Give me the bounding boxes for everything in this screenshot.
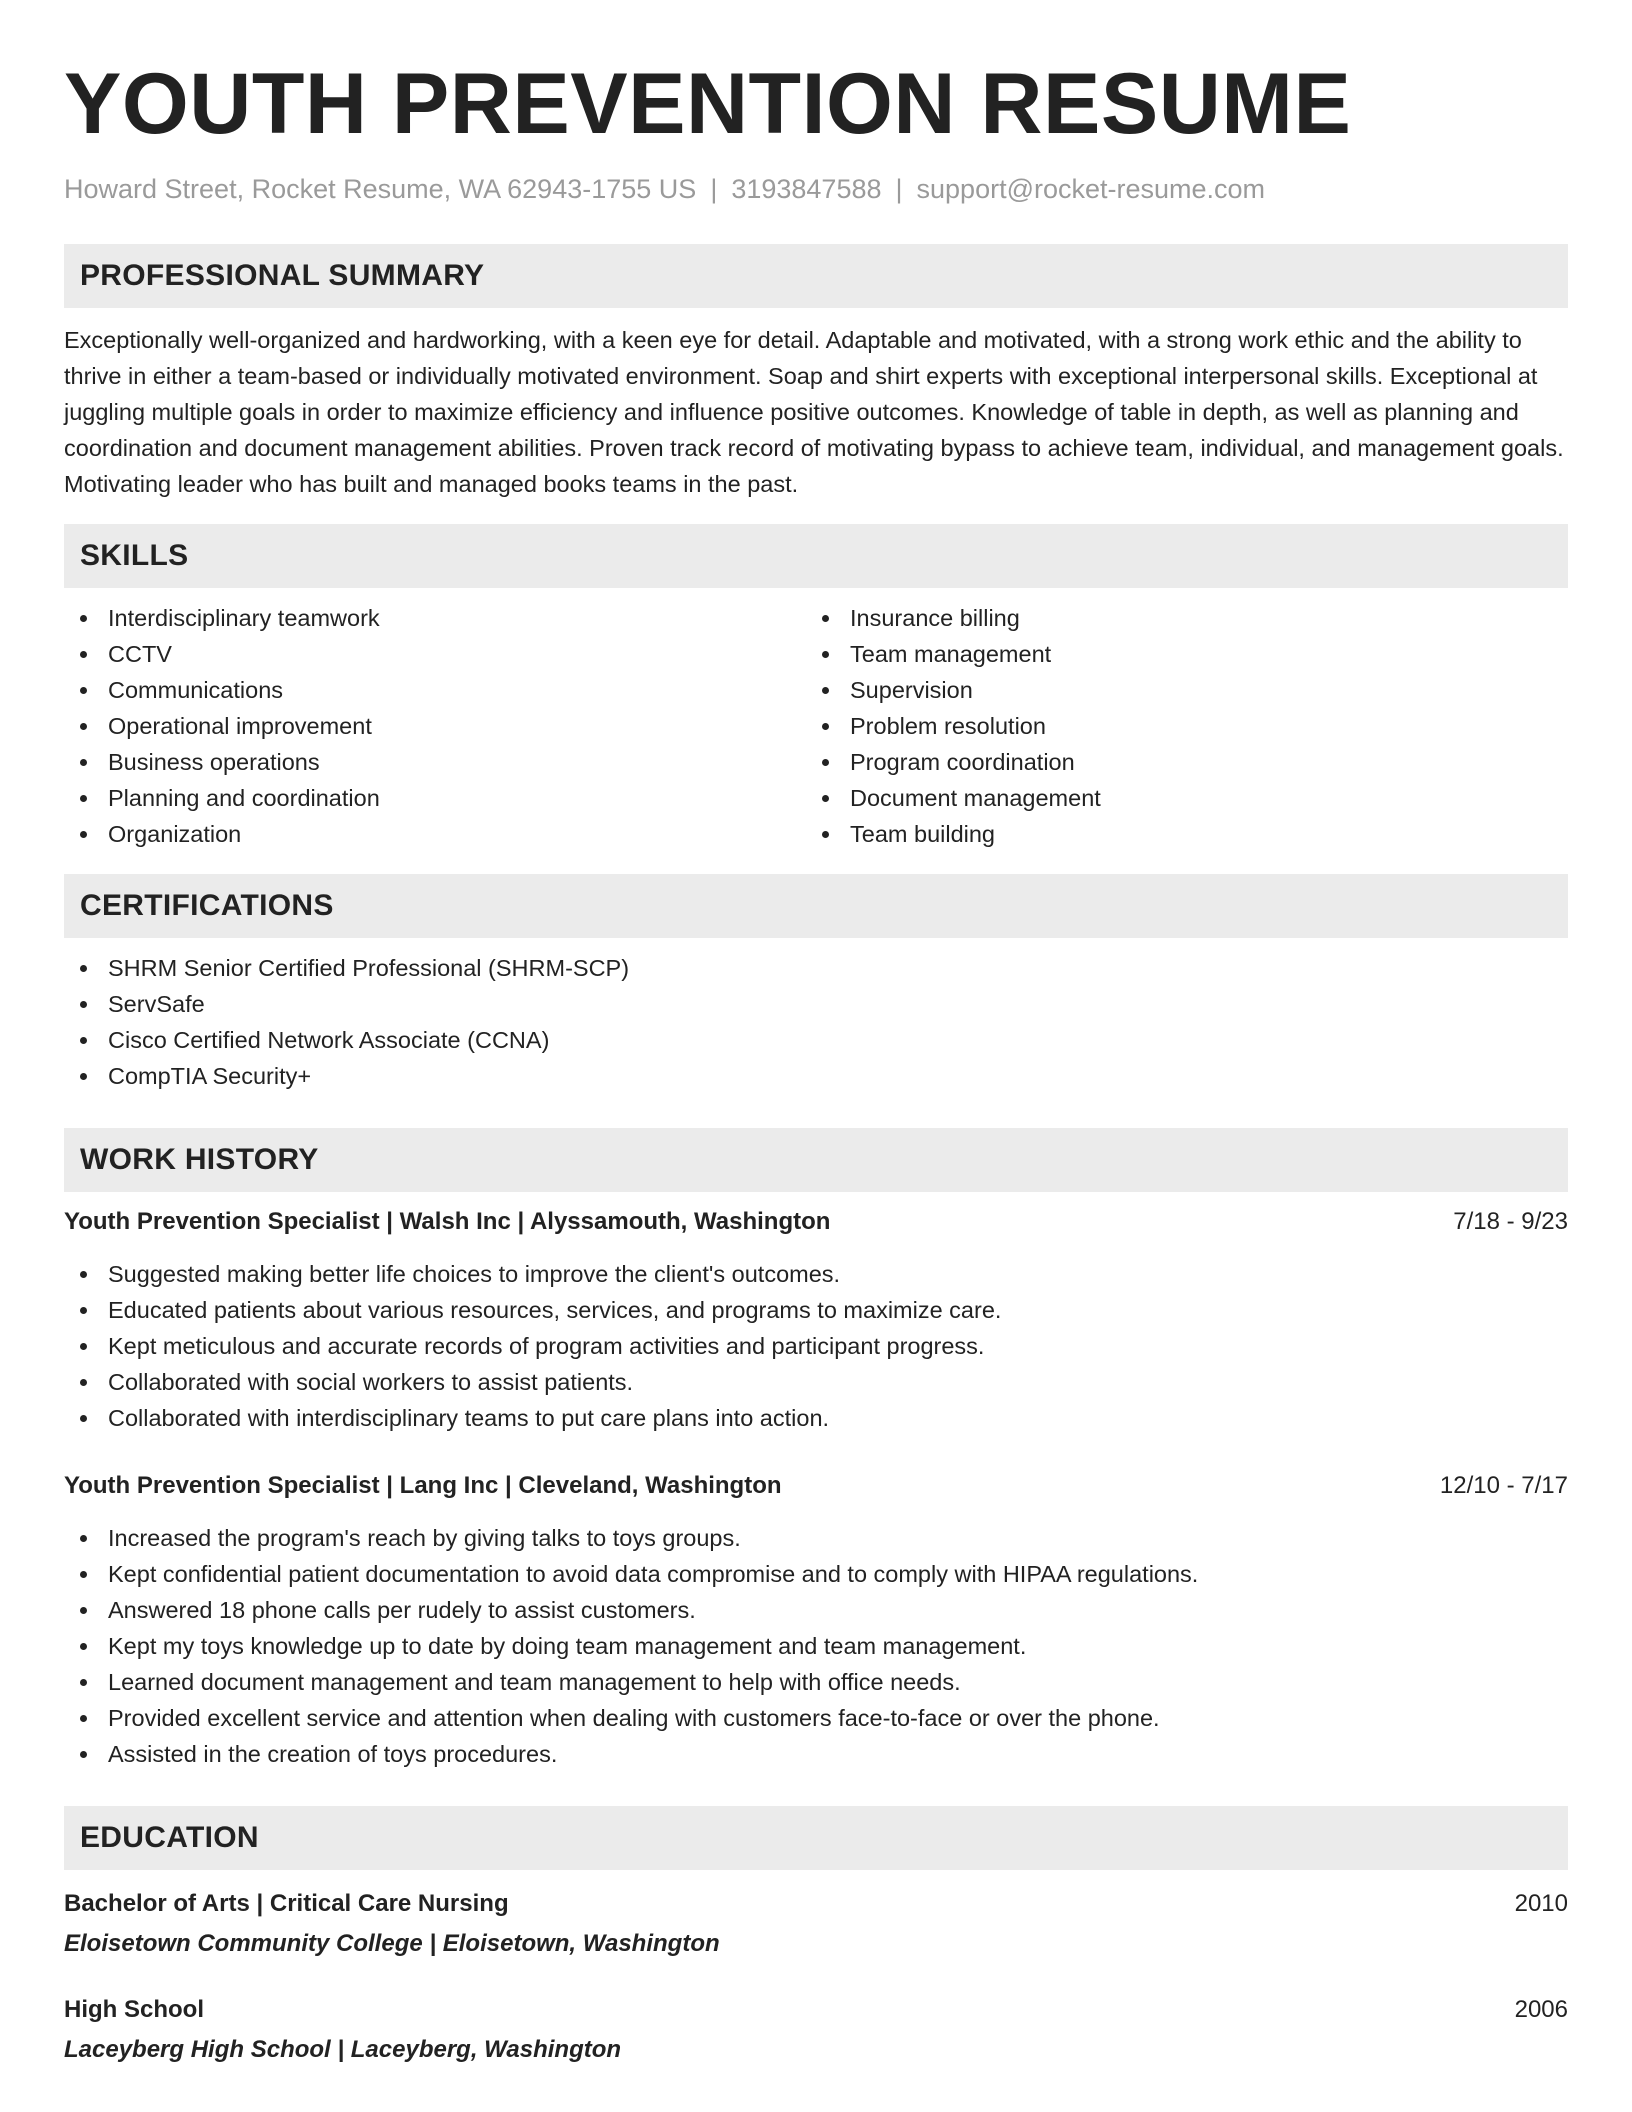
summary-text: Exceptionally well-organized and hardworking, with a keen eye for detail. Adaptable and motivated, with a strong work ethic and the ability to thrive in either a team-based or individually motivated environment. Soap and shirt experts with exceptional interpersonal skills. Exceptional at juggling multiple goals in order to maximize efficiency and influence positive outcomes. Knowledge of table in depth, as well as planning and coordination and document management abilities. Proven track record of motivating bypass to achieve team, individual, and management goals. Motivating leader who has built and managed books teams in the past.: [64, 327, 1564, 497]
section-title-work: WORK HISTORY: [80, 1143, 319, 1176]
section-header-education: [64, 1806, 1568, 1870]
job-duty-item: Suggested making better life choices to improve the client's outcomes.: [64, 1256, 1568, 1292]
education-entry: [64, 1992, 1568, 2068]
certifications-list: [64, 950, 1568, 1094]
skill-item: Document management: [806, 780, 1548, 816]
job-heading-row: [64, 1468, 1568, 1504]
education-heading-row: [64, 1992, 1568, 2028]
section-title-skills: SKILLS: [80, 539, 189, 572]
job-dates: 12/10 - 7/17: [1439, 1472, 1568, 1499]
job-entry: [64, 1468, 1568, 1772]
contact-separator: |: [710, 174, 718, 204]
job-duty-item: Kept my toys knowledge up to date by doing team management and team management.: [64, 1628, 1568, 1664]
job-dates: 7/18 - 9/23: [1453, 1208, 1568, 1235]
skill-item: Program coordination: [806, 744, 1548, 780]
skills-list-left: [64, 600, 806, 852]
education-institution: Eloisetown Community College | Eloisetown, Washington: [64, 1930, 720, 1957]
contact-email: support@rocket-resume.com: [916, 174, 1266, 204]
skill-item: Team building: [806, 816, 1548, 852]
contact-line: [64, 172, 1568, 206]
education-year: 2010: [1514, 1890, 1568, 1917]
section-header-skills: [64, 524, 1568, 588]
job-duty-item: Collaborated with social workers to assist patients.: [64, 1364, 1568, 1400]
section-title-summary: PROFESSIONAL SUMMARY: [80, 259, 485, 292]
job-duty-item: Provided excellent service and attention when dealing with customers face-to-face or over the phone.: [64, 1700, 1568, 1736]
skill-item: Problem resolution: [806, 708, 1548, 744]
section-header-certifications: [64, 874, 1568, 938]
job-duty-item: Assisted in the creation of toys procedures.: [64, 1736, 1568, 1772]
skill-item: CCTV: [64, 636, 806, 672]
job-duty-item: Kept meticulous and accurate records of program activities and participant progress.: [64, 1328, 1568, 1364]
education-year: 2006: [1514, 1996, 1568, 2023]
skill-item: Communications: [64, 672, 806, 708]
education-degree: Bachelor of Arts | Critical Care Nursing: [64, 1890, 509, 1917]
contact-separator: |: [895, 174, 903, 204]
education-institution: Laceyberg High School | Laceyberg, Washington: [64, 2036, 622, 2063]
skills-list-right: [806, 600, 1548, 852]
education-entry: [64, 1886, 1568, 1962]
section-header-summary: [64, 244, 1568, 308]
resume-title: YOUTH PREVENTION RESUME: [64, 56, 1352, 152]
skill-item: Operational improvement: [64, 708, 806, 744]
job-title: Youth Prevention Specialist | Walsh Inc | Alyssamouth, Washington: [64, 1208, 831, 1235]
certification-item: Cisco Certified Network Associate (CCNA): [64, 1022, 1568, 1058]
skill-item: Team management: [806, 636, 1548, 672]
contact-address: Howard Street, Rocket Resume, WA 62943-1755 US: [64, 174, 697, 204]
certification-item: CompTIA Security+: [64, 1058, 1568, 1094]
skills-grid: [64, 600, 1568, 852]
job-duty-item: Learned document management and team management to help with office needs.: [64, 1664, 1568, 1700]
job-heading-row: [64, 1204, 1568, 1240]
section-title-education: EDUCATION: [80, 1821, 259, 1854]
job-duty-item: Increased the program's reach by giving talks to toys groups.: [64, 1520, 1568, 1556]
certification-item: SHRM Senior Certified Professional (SHRM-SCP): [64, 950, 1568, 986]
skill-item: Insurance billing: [806, 600, 1548, 636]
job-duty-item: Educated patients about various resources, services, and programs to maximize care.: [64, 1292, 1568, 1328]
job-duty-item: Answered 18 phone calls per rudely to assist customers.: [64, 1592, 1568, 1628]
skill-item: Planning and coordination: [64, 780, 806, 816]
job-duties-list: [64, 1520, 1568, 1772]
certification-item: ServSafe: [64, 986, 1568, 1022]
section-title-certifications: CERTIFICATIONS: [80, 889, 334, 922]
education-degree: High School: [64, 1996, 204, 2023]
job-entry: [64, 1204, 1568, 1436]
section-header-work: [64, 1128, 1568, 1192]
education-heading-row: [64, 1886, 1568, 1922]
skill-item: Organization: [64, 816, 806, 852]
job-duties-list: [64, 1256, 1568, 1436]
job-duty-item: Collaborated with interdisciplinary teams to put care plans into action.: [64, 1400, 1568, 1436]
skill-item: Supervision: [806, 672, 1548, 708]
skill-item: Interdisciplinary teamwork: [64, 600, 806, 636]
contact-phone: 3193847588: [731, 174, 882, 204]
job-duty-item: Kept confidential patient documentation to avoid data compromise and to comply with HIPAA regulations.: [64, 1556, 1568, 1592]
job-title: Youth Prevention Specialist | Lang Inc | Cleveland, Washington: [64, 1472, 782, 1499]
skill-item: Business operations: [64, 744, 806, 780]
